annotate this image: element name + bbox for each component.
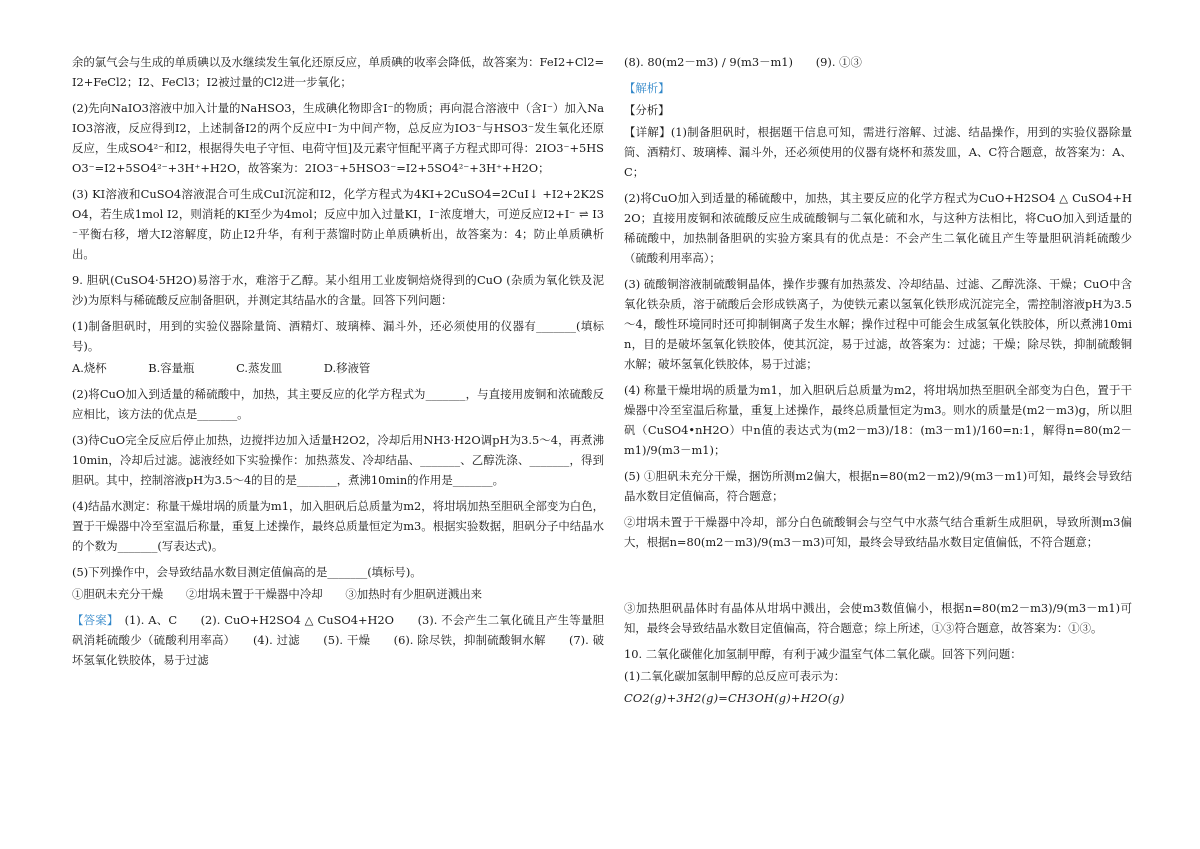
detail-part-4: (4) 称量干燥坩埚的质量为m1，加入胆矾后总质量为m2，将坩埚加热至胆矾全部变为白色，置于干燥器中冷至室温后称量，重复上述操作，最终总质量恒定为m3。则水的质量是(m2－m3)g，所以胆矾（CuSO4•nH2O）中n值的表达式为(m2－m3)/18：(m3－m1)/160=n:1，解得n=80(m2－m1)/9(m3－m1)； bbox=[624, 383, 1132, 457]
answer-block bbox=[72, 610, 604, 670]
option-b: B.容量瓶 bbox=[148, 361, 195, 375]
spacer bbox=[624, 558, 1132, 598]
answer-text: (1). A、C (2). CuO+H2SO4 △ CuSO4+H2O (3). 不会产生二氧化硫且产生等量胆矾消耗硫酸少（硫酸利用率高） (4). 过滤 (5). 干燥 (6). 除尽铁，抑制硫酸铜水解 (7). 破坏氢氧化铁胶体，易于过滤 bbox=[72, 613, 604, 667]
left-column bbox=[72, 52, 604, 676]
fenxi-heading: 【分析】 bbox=[624, 103, 670, 117]
detail-part-5-3: ③加热胆矾晶体时有晶体从坩埚中溅出，会使m3数值偏小，根据n=80(m2－m3)/9(m3－m1)可知，最终会导致结晶水数目定值偏高，符合题意；综上所述，①③符合题意，故答案为：①③。 bbox=[624, 601, 1132, 635]
detail-part-5-2: ②坩埚未置于干燥器中冷却，部分白色硫酸铜会与空气中水蒸气结合重新生成胆矾，导致所测m3偏大，根据n=80(m2－m3)/9(m3－m3)可知，最终会导致结晶水数目定值偏低，不符合题意； bbox=[624, 515, 1132, 549]
option-c: C.蒸发皿 bbox=[236, 361, 283, 375]
answer-continuation: (8). 80(m2－m3) / 9(m3－m1) (9). ①③ bbox=[624, 55, 862, 69]
question-9-part-3: (3)待CuO完全反应后停止加热，边搅拌边加入适量H2O2，冷却后用NH3·H2O调pH为3.5～4，再煮沸10min，冷却后过滤。滤液经如下实验操作：加热蒸发、冷却结晶、_______、乙醇洗涤、_______，得到胆矾。其中，控制溶液pH为3.5～4的目的是_______，煮沸10min的作用是_______。 bbox=[72, 433, 604, 487]
question-10-stem: 10. 二氧化碳催化加氢制甲醇，有利于减少温室气体二氧化碳。回答下列问题： bbox=[624, 647, 1022, 661]
detail-part-2: (2)将CuO加入到适量的稀硫酸中，加热，其主要反应的化学方程式为CuO+H2SO4 △ CuSO4+H2O；直接用废铜和浓硫酸反应生成硫酸铜与二氧化硫和水，与这种方法相比，将CuO加入到适量的稀硫酸中，加热制备胆矾的实验方案具有的优点是：不会产生二氧化硫且产生等量胆矾消耗硫酸少（硫酸利用率高）； bbox=[624, 191, 1132, 265]
question-9-stem: 9. 胆矾(CuSO4·5H2O)易溶于水，难溶于乙醇。某小组用工业废铜焙烧得到的CuO (杂质为氧化铁及泥沙)为原料与稀硫酸反应制备胆矾，并测定其结晶水的含量。回答下列问题： bbox=[72, 273, 604, 307]
detail-part-3: (3) 硫酸铜溶液制硫酸铜晶体，操作步骤有加热蒸发、冷却结晶、过滤、乙醇洗涤、干燥；CuO中含氧化铁杂质，溶于硫酸后会形成铁离子，为使铁元素以氢氧化铁形成沉淀完全，需控制溶液pH为3.5～4，酸性环境同时还可抑制铜离子发生水解；操作过程中可能会生成氢氧化铁胶体，所以煮沸10min，目的是破坏氢氧化铁胶体，使其沉淀，易于过滤，故答案为：过滤；干燥；除尽铁，抑制硫酸铜水解；破坏氢氧化铁胶体，易于过滤； bbox=[624, 277, 1132, 371]
question-9-part-5: (5)下列操作中，会导致结晶水数目测定值偏高的是_______(填标号)。 bbox=[72, 565, 422, 579]
question-9-part-2: (2)将CuO加入到适量的稀硫酸中，加热，其主要反应的化学方程式为_______，与直接用废铜和浓硫酸反应相比，该方法的优点是_______。 bbox=[72, 387, 604, 421]
paragraph: 余的氯气会与生成的单质碘以及水继续发生氧化还原反应，单质碘的收率会降低，故答案为：FeI2+Cl2= I2+FeCl2；I2、FeCl3；I2被过量的Cl2进一步氧化； bbox=[72, 55, 604, 89]
option-a: A.烧杯 bbox=[72, 361, 107, 375]
answer-tag: 【答案】 bbox=[72, 613, 119, 627]
question-10-equation bbox=[624, 688, 1132, 708]
equation: CO2(g)+3H2(g)=CH3OH(g)+H2O(g) bbox=[624, 691, 845, 705]
option-d: D.移液管 bbox=[323, 361, 371, 375]
paragraph: (3) KI溶液和CuSO4溶液混合可生成CuI沉淀和I2，化学方程式为4KI+2CuSO4=2CuI↓ +I2+2K2SO4，若生成1mol I2，则消耗的KI至少为4mol；反应中加入过量KI，I⁻浓度增大，可逆反应I2+I⁻ ⇌ I3⁻平衡右移，增大I2溶解度，防止I2升华，有利于蒸馏时防止单质碘析出，故答案为：4；防止单质碘析出。 bbox=[72, 187, 604, 261]
detail-part-1: 【详解】(1)制备胆矾时，根据题干信息可知，需进行溶解、过滤、结晶操作，用到的实验仪器除量筒、酒精灯、玻璃棒、漏斗外，还必须使用的仪器有烧杯和蒸发皿，A、C符合题意，故答案为：A、C； bbox=[624, 125, 1132, 179]
analysis-heading bbox=[624, 78, 1132, 98]
paragraph: (2)先向NaIO3溶液中加入计量的NaHSO3，生成碘化物即含I⁻的物质；再向混合溶液中（含I⁻）加入NaIO3溶液，反应得到I2，上述制备I2的两个反应中I⁻为中间产物，总反应为IO3⁻与HSO3⁻发生氧化还原反应，生成SO4²⁻和I2，根据得失电子守恒、电荷守恒]及元素守恒配平离子方程式即可得：2IO3⁻+5HSO3⁻=I2+5SO4²⁻+3H⁺+H2O，故答案为：2IO3⁻+5HSO3⁻=I2+5SO4²⁻+3H⁺+H2O； bbox=[72, 101, 604, 175]
detail-part-5-1: (5) ①胆矾未充分干燥，捆饬所测m2偏大，根据n=80(m2－m2)/9(m3－m1)可知，最终会导致结晶水数目定值偏高，符合题意； bbox=[624, 469, 1132, 503]
question-9-part-4: (4)结晶水测定：称量干燥坩埚的质量为m1，加入胆矾后总质量为m2，将坩埚加热至胆矾全部变为白色，置于干燥器中冷至室温后称量，重复上述操作，最终总质量恒定为m3。根据实验数据，胆矾分子中结晶水的个数为_______(写表达式)。 bbox=[72, 499, 604, 553]
analysis-tag: 【解析】 bbox=[624, 81, 670, 95]
question-10-part-1: (1)二氧化碳加氢制甲醇的总反应可表示为： bbox=[624, 669, 846, 683]
question-9-part-1: (1)制备胆矾时，用到的实验仪器除量筒、酒精灯、玻璃棒、漏斗外，还必须使用的仪器有_______(填标号)。 bbox=[72, 319, 604, 353]
question-9-options bbox=[72, 358, 604, 378]
right-column bbox=[624, 52, 1132, 714]
question-9-part-5-choices: ①胆矾未充分干燥 ②坩埚未置于干燥器中冷却 ③加热时有少胆矾迸溅出来 bbox=[72, 587, 483, 601]
